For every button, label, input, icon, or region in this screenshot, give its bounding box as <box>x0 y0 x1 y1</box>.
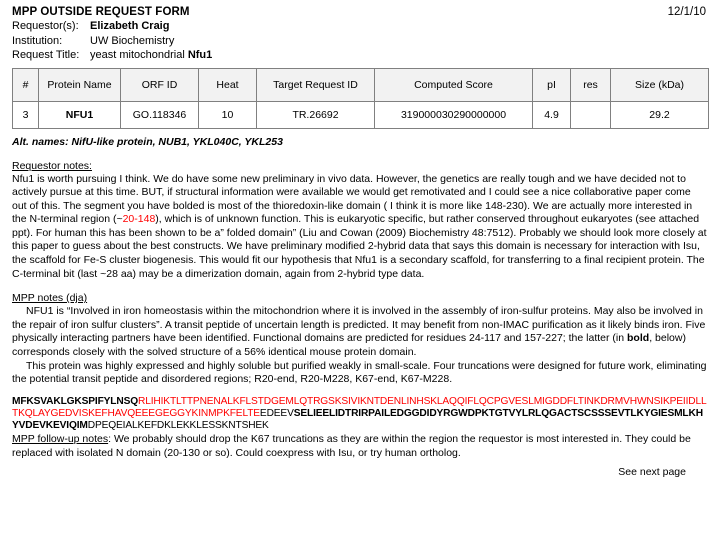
col-header-protein-name: Protein Name <box>39 68 121 101</box>
mpp-notes-paragraph-2: This protein was highly expressed and highly soluble but purified weakly in small-scale. Four truncations were designed for future work, eliminating the potential transit peptide and disordered regions; R20-end, R20-M228, K67-end, K67-M228. <box>12 359 707 386</box>
sequence-segment-red-region: RLIHIKTLTTPNENALKFLSTDGEMLQTRGSKSIVIKNTDENLINHSKLAQQIFLQCPGVESLMIGDDFLTINKDRMVHWNSIKPEIIDLLTKQLAYGEDVISKEFHAVQEEEGEGGYKINMPKFELTE <box>12 395 707 420</box>
col-header-target-request-id: Target Request ID <box>257 68 375 101</box>
cell-pi: 4.9 <box>533 101 571 128</box>
request-table <box>12 68 709 129</box>
cell-res <box>571 101 611 128</box>
mpp-notes-p1-part-a: NFU1 is “Involved in iron homeostasis within the mitochondrion where it is involved in the assembly of iron-sulfur proteins. May also be involved in the repair of iron sulfur clusters”. A transit peptide of uncertain length is predicted. It may benefit from non-IMAC purification as it likely binds iron. Five physically interacting partners have been identified. Functional domains are predicted for residues 24-117 and 157-227; the latter (in <box>12 305 706 345</box>
meta-row-requestor <box>12 19 708 34</box>
sequence-segment-linker-black: EDEEV <box>259 408 294 420</box>
col-header-heat: Heat <box>199 68 257 101</box>
mpp-notes-section <box>12 291 708 387</box>
mpp-followup-text: : We probably should drop the K67 truncations as they are within the region the requestor is most interested in. They could be replaced with isolated N domain (20-130 or so). Could coexpress with Isu, or try human ortholog. <box>12 433 691 460</box>
form-meta-fields <box>12 19 708 63</box>
col-header-pi: pI <box>533 68 571 101</box>
cell-heat: 10 <box>199 101 257 128</box>
sequence-segment-n-terminal-black: MFKSVAKLGKSPIFYLNSQ <box>12 395 139 407</box>
cell-number: 3 <box>13 101 39 128</box>
mpp-notes-heading: MPP notes (dja) <box>12 292 88 305</box>
requestor-notes-section <box>12 159 708 282</box>
table-row <box>13 101 709 128</box>
requestor-label: Requestor(s): <box>12 20 79 32</box>
request-title-value <box>90 48 212 63</box>
page-title: MPP OUTSIDE REQUEST FORM <box>12 6 190 18</box>
requestor-notes-text-after: ), which is of unknown function. This is eukaryotic specific, but rather conserved throughout eukaryotes (see attached ppt). For human this has been shown to be a” folded domain” (Liu and Cowan (2009) Biochemistry 48:7512). Probably we should look more closely at this paper to guess about the best constructs. We have preliminary modified 2-hybrid data that says this domain is necessary for interaction with Isu, the scaffold for Fe-S cluster biogenesis. This would fit our hypothesis that Nfu1 is a secondary scaffold, for transferring to a final recipient protein. The C-terminal bit (last ~28 aa) may be a dimerization domain, again from 2-hybrid type data. <box>12 213 707 280</box>
cell-size-kda: 29.2 <box>611 101 709 128</box>
protein-sequence-block <box>12 396 708 433</box>
requestor-notes-heading: Requestor notes: <box>12 159 92 172</box>
mpp-followup-notes <box>12 433 708 460</box>
sequence-segment-c-terminal-black: DPEQEIALKEFDKLEKKLESSKNTSHEK <box>87 420 269 432</box>
requestor-notes-body <box>12 173 708 282</box>
meta-row-institution <box>12 34 708 49</box>
cell-protein-name: NFU1 <box>39 101 121 128</box>
cell-orf-id: GO.118346 <box>121 101 199 128</box>
institution-label: Institution: <box>12 34 63 47</box>
cell-target-request-id: TR.26692 <box>257 101 375 128</box>
form-header <box>12 6 708 18</box>
form-date: 12/1/10 <box>667 6 706 18</box>
see-next-page-note: See next page <box>618 465 686 478</box>
request-title-bold: Nfu1 <box>187 49 213 61</box>
requestor-notes-red-range: 20-148 <box>122 213 156 226</box>
mpp-followup-label: MPP follow-up notes <box>12 433 109 446</box>
col-header-res: res <box>571 68 611 101</box>
col-header-orf-id: ORF ID <box>121 68 199 101</box>
request-title-label: Request Title: <box>12 49 80 61</box>
col-header-computed-score: Computed Score <box>375 68 533 101</box>
meta-row-request-title <box>12 48 708 63</box>
mpp-notes-paragraph-1 <box>12 305 708 359</box>
request-title-plain: yeast mitochondrial <box>90 49 188 61</box>
table-header-row <box>13 68 709 101</box>
alt-names-line: Alt. names: NifU-like protein, NUB1, YKL040C, YKL253 <box>12 135 283 148</box>
mpp-notes-p1-bold-word: bold <box>627 332 650 345</box>
sequence-segment-bold-domain: SELIEELIDTRIRPAILEDGGDIDYRGWDPKTGTVYLRLQGACTSCSSSEVTLKYGIESMLKHYVDEVKEVIQIM <box>12 408 703 432</box>
col-header-number: # <box>13 68 39 101</box>
requestor-notes-text-before: Nfu1 is worth pursuing I think. We do have some new preliminary in vivo data. However, the genetics are really tough and we have decided not to actively pursue at this time. BUT, if structural information were available we would get remotivated and I could see a nice collaborative paper come out of this. The segment you have bolded is most of the thioredoxin-like domain ( I think it is more like 148-230). We are actually more interested in the N-terminal region (~ <box>12 172 693 226</box>
requestor-value: Elizabeth Craig <box>90 20 170 32</box>
col-header-size-kda: Size (kDa) <box>611 68 709 101</box>
cell-computed-score: 319000030290000000 <box>375 101 533 128</box>
mpp-notes-p1-part-b: , below) corresponds closely with the solved structure of a 56% identical mouse protein domain. <box>12 332 686 359</box>
institution-value: UW Biochemistry <box>90 34 175 47</box>
